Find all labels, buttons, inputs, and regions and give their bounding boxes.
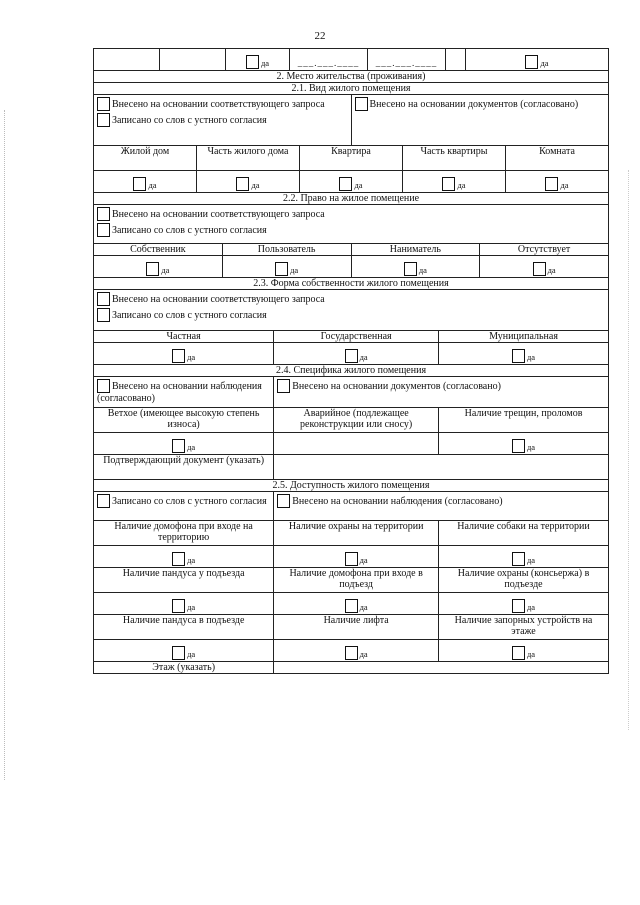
col-label: Частная [94,331,274,343]
yes-cell[interactable]: да [274,343,439,365]
section-2-5 [93,479,609,674]
floor-input[interactable] [274,662,609,674]
option-oral[interactable]: Записано со слов с устного согласия [97,308,605,322]
col-label: Наличие пандуса в подъезде [94,615,274,640]
yes-cell[interactable]: да [94,171,197,193]
checkbox[interactable] [97,379,110,393]
yes-cell[interactable]: да [300,171,403,193]
col-label: Муниципальная [439,331,609,343]
col-label: Пользователь [222,244,351,256]
checkbox[interactable] [172,599,185,613]
col-label: Наличие запорных устройств на этаже [439,615,609,640]
option-oral[interactable]: Записано со слов с устного согласия [97,113,348,127]
col-label: Наличие домофона при входе в подъезд [274,568,439,593]
checkbox[interactable] [442,177,455,191]
checkbox[interactable] [172,439,185,453]
page-number: 22 [314,30,326,42]
checkbox[interactable] [512,599,525,613]
col-label: Государственная [274,331,439,343]
checkbox[interactable] [355,97,368,111]
yes-cell[interactable]: да [94,593,274,615]
col-label: Жилой дом [94,146,197,171]
option-oral[interactable]: Записано со слов с устного согласия [97,223,605,237]
checkbox[interactable] [512,646,525,660]
yes-cell[interactable]: да [94,256,223,278]
checkbox[interactable] [97,207,110,221]
scan-margin-right [628,170,631,730]
option-docs[interactable]: Внесено на основании документов (согласовано) [277,379,605,393]
col-label: Наниматель [351,244,480,256]
yes-cell[interactable]: да [94,546,274,568]
col-label: Наличие трещин, проломов [439,408,609,433]
yes-cell[interactable]: да [439,546,609,568]
floor-label: Этаж (указать) [94,662,274,674]
date-field[interactable]: ___.___.____ [297,58,360,68]
section-2-3 [93,277,609,365]
col-label: Отсутствует [480,244,609,256]
section-2-title: 2. Место жительства (проживания) [94,71,609,83]
top-yes-cell-1[interactable]: да [226,49,290,71]
section-2-1 [93,70,609,146]
col-label: Наличие лифта [274,615,439,640]
scan-margin-left [4,110,7,780]
subsection-2-1-title: 2.1. Вид жилого помещения [94,83,609,95]
checkbox[interactable] [133,177,146,191]
yes-cell[interactable]: да [274,593,439,615]
col-label: Аварийное (подлежащее реконструкции или сносу) [274,408,439,433]
checkbox[interactable] [345,349,358,363]
option-docs[interactable]: Внесено на основании документов (согласовано) [355,97,606,111]
col-label: Наличие домофона при входе на территорию [94,521,274,546]
checkbox[interactable] [339,177,352,191]
col-label: Ветхое (имеющее высокую степень износа) [94,408,274,433]
checkbox[interactable] [172,646,185,660]
checkbox[interactable] [97,223,110,237]
col-label: Наличие охраны (консьержа) в подъезде [439,568,609,593]
col-label: Часть жилого дома [197,146,300,171]
yes-cell[interactable]: да [197,171,300,193]
option-observe[interactable]: Внесено на основании наблюдения (согласовано) [277,494,605,508]
checkbox[interactable] [345,552,358,566]
col-label: Комната [506,146,609,171]
checkbox[interactable] [525,55,538,69]
option-observe[interactable]: Внесено на основании наблюдения (согласовано) [97,381,262,404]
col-label: Наличие собаки на территории [439,521,609,546]
top-row [93,48,609,71]
section-2-4 [93,364,609,480]
checkbox[interactable] [512,349,525,363]
yes-cell[interactable]: да [222,256,351,278]
yes-cell[interactable]: да [94,433,274,455]
checkbox[interactable] [277,494,290,508]
checkbox[interactable] [545,177,558,191]
checkbox[interactable] [404,262,417,276]
checkbox[interactable] [146,262,159,276]
yes-cell[interactable]: да [480,256,609,278]
checkbox[interactable] [97,494,110,508]
checkbox[interactable] [533,262,546,276]
checkbox[interactable] [512,552,525,566]
checkbox[interactable] [97,292,110,306]
option-request[interactable]: Внесено на основании соответствующего запроса [97,207,605,221]
yes-cell[interactable]: да [351,256,480,278]
yes-cell[interactable]: да [94,640,274,662]
checkbox[interactable] [277,379,290,393]
subsection-2-3-title: 2.3. Форма собственности жилого помещения [94,278,609,290]
checkbox[interactable] [97,308,110,322]
section-2-1-grid [93,145,609,193]
col-label: Собственник [94,244,223,256]
subsection-2-4-title: 2.4. Специфика жилого помещения [94,365,609,377]
doc-input[interactable] [274,455,609,480]
checkbox[interactable] [172,552,185,566]
option-oral[interactable]: Записано со слов с устного согласия [97,494,270,508]
top-yes-cell-2[interactable]: да [466,49,609,71]
checkbox[interactable] [512,439,525,453]
date-field[interactable]: ___.___.____ [375,58,438,68]
subsection-2-5-title: 2.5. Доступность жилого помещения [94,480,609,492]
doc-label: Подтверждающий документ (указать) [94,455,274,480]
col-label: Наличие пандуса у подъезда [94,568,274,593]
col-label: Наличие охраны на территории [274,521,439,546]
checkbox[interactable] [236,177,249,191]
yes-cell[interactable]: да [94,343,274,365]
subsection-2-2-title: 2.2. Право на жилое помещение [94,193,609,205]
yes-cell[interactable]: да [439,343,609,365]
yes-cell[interactable]: да [439,433,609,455]
yes-cell[interactable]: да [403,171,506,193]
checkbox[interactable] [246,55,259,69]
checkbox[interactable] [345,599,358,613]
checkbox[interactable] [275,262,288,276]
section-2-2 [93,192,609,278]
yes-cell[interactable]: да [439,593,609,615]
yes-cell[interactable]: да [439,640,609,662]
yes-cell[interactable]: да [506,171,609,193]
yes-cell[interactable]: да [274,640,439,662]
checkbox[interactable] [345,646,358,660]
col-label: Квартира [300,146,403,171]
option-request[interactable]: Внесено на основании соответствующего запроса [97,292,605,306]
checkbox[interactable] [172,349,185,363]
form [93,48,609,674]
checkbox[interactable] [97,113,110,127]
option-request[interactable]: Внесено на основании соответствующего запроса [97,97,348,111]
col-label: Часть квартиры [403,146,506,171]
checkbox[interactable] [97,97,110,111]
yes-cell[interactable]: да [274,546,439,568]
